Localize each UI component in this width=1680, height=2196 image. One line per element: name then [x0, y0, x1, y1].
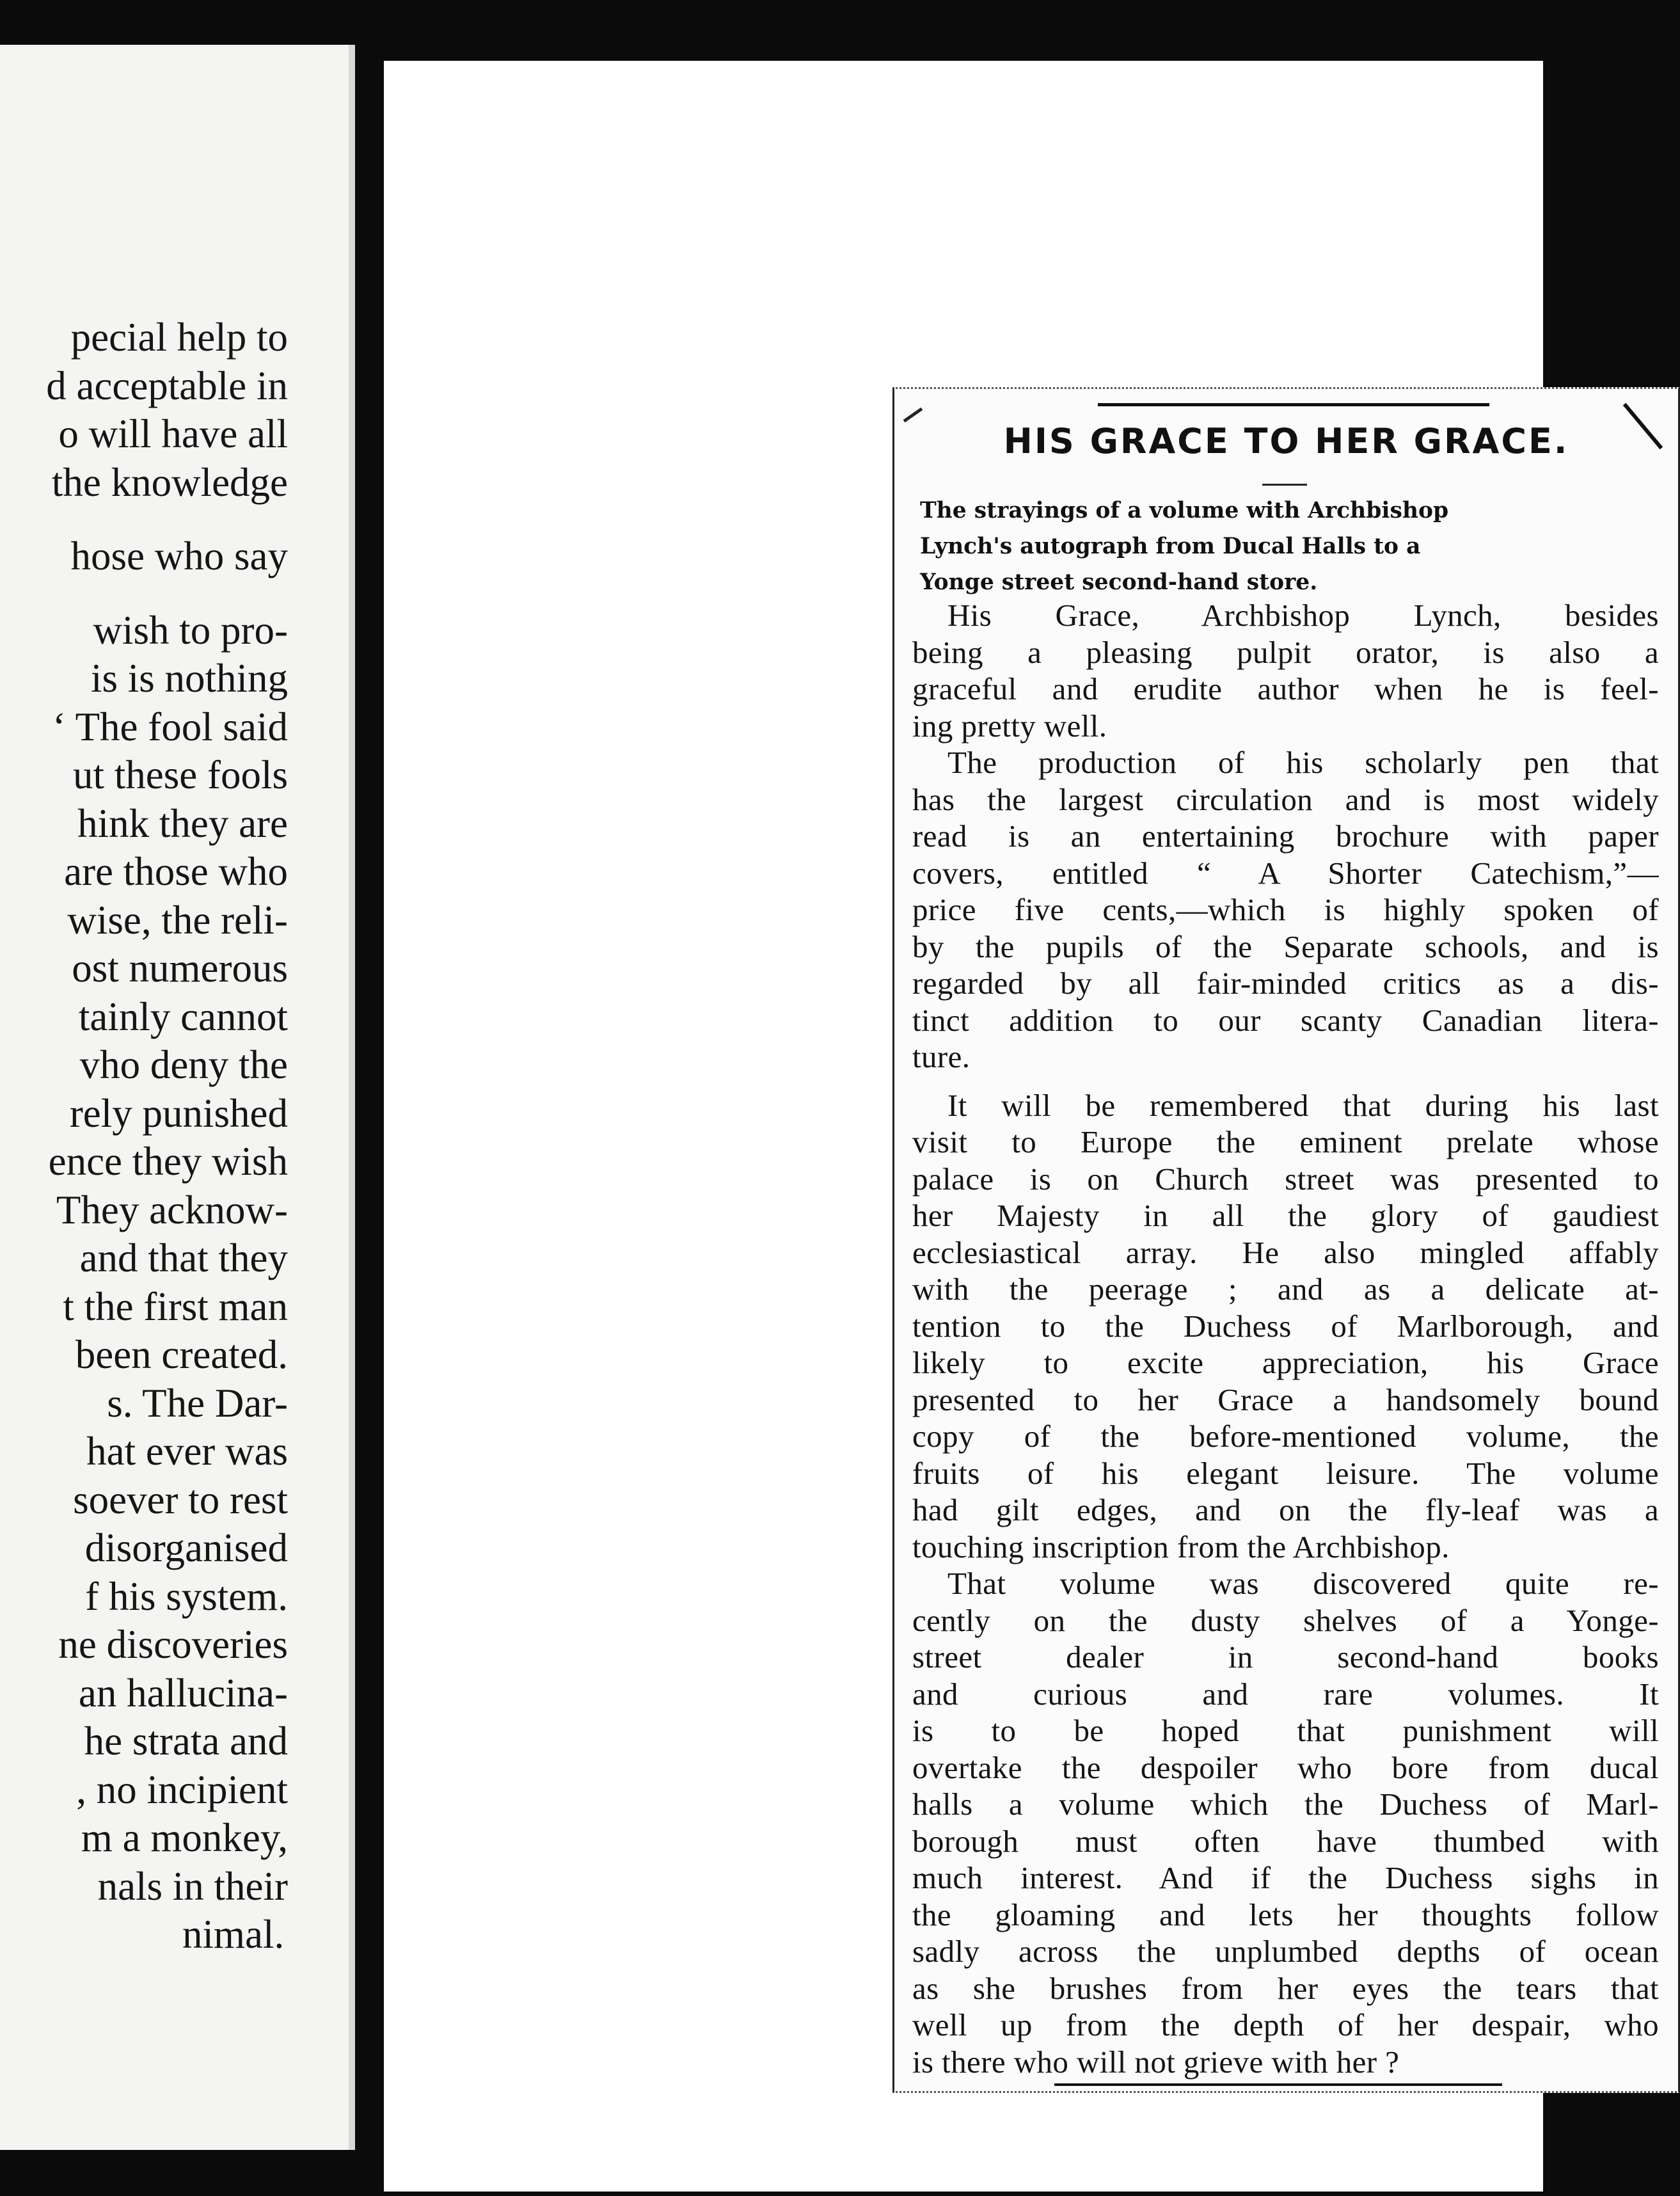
body-line: graceful and erudite author when he is feel- — [912, 671, 1659, 706]
left-line: rely punished — [69, 1090, 288, 1136]
body-line: and curious and rare volumes. It — [912, 1676, 1659, 1712]
left-gap — [0, 581, 288, 607]
right-scrapbook-page — [384, 61, 1659, 2192]
body-line: sadly across the unplumbed depths of ocean — [912, 1934, 1659, 1969]
body-line: the gloaming and lets her thoughts follow — [912, 1897, 1659, 1932]
left-line: tainly cannot — [78, 994, 288, 1039]
left-line: pecial help to — [70, 315, 288, 360]
left-line: ence they wish — [48, 1139, 288, 1184]
body-line: borough must often have thumbed with — [912, 1823, 1659, 1859]
left-line: soever to rest — [73, 1477, 288, 1522]
left-page-text — [0, 314, 288, 1959]
body-line: The production of his scholarly pen that — [947, 745, 1659, 780]
body-line: well up from the depth of her despair, who — [912, 2007, 1659, 2042]
bottom-rule — [1054, 2083, 1502, 2086]
deck-line: Yonge street second-hand store. — [920, 569, 1318, 595]
left-line: wish to pro- — [93, 607, 288, 653]
body-line: tinct addition to our scanty Canadian litera- — [912, 1002, 1659, 1038]
body-line: halls a volume which the Duchess of Marl- — [912, 1786, 1659, 1822]
left-line: nals in their — [97, 1863, 288, 1909]
left-line: hat ever was — [86, 1429, 288, 1474]
body-line: price five cents,—which is highly spoken of — [912, 892, 1659, 927]
left-line: ost numerous — [72, 946, 288, 991]
left-line: are those who — [64, 849, 288, 894]
body-line: touching inscription from the Archbishop. — [912, 1529, 1450, 1564]
deck-line: The strayings of a volume with Archbishop — [920, 498, 1449, 523]
body-line: His Grace, Archbishop Lynch, besides — [947, 598, 1659, 633]
body-line: ing pretty well. — [912, 708, 1107, 744]
newspaper-clipping — [892, 387, 1680, 2093]
body-line: ecclesiastical array. He also mingled affably — [912, 1234, 1659, 1270]
left-line: hose who say — [70, 534, 288, 578]
body-line: had gilt edges, and on the fly-leaf was a — [912, 1492, 1659, 1527]
top-rule — [1098, 403, 1489, 406]
left-line: f his system. — [85, 1573, 288, 1619]
body-line: her Majesty in all the glory of gaudiest — [912, 1198, 1659, 1233]
left-line: vho deny the — [79, 1042, 288, 1087]
left-line: m a monkey, — [81, 1815, 288, 1860]
left-line: d acceptable in — [46, 363, 288, 408]
left-line: ‘ The fool said — [52, 704, 288, 749]
body-text: read is an entertaining brochure with paper — [912, 818, 1659, 854]
body-line: overtake the despoiler who bore from ducal — [912, 1749, 1659, 1785]
left-line: They acknow- — [56, 1187, 288, 1232]
body-line: likely to excite appreciation, his Grace — [912, 1345, 1659, 1380]
body-line: palace is on Church street was presented to — [912, 1161, 1659, 1197]
left-line: hink they are — [77, 800, 288, 846]
left-gap — [0, 507, 288, 532]
body-line: That volume was discovered quite re- — [947, 1566, 1659, 1601]
body-line: regarded by all fair-minded critics as a dis- — [912, 966, 1659, 1001]
body-line-brochure — [912, 818, 1659, 855]
left-line: been created. — [75, 1332, 288, 1377]
body-line: covers, entitled “ A Shorter Catechism,”— — [912, 855, 1659, 891]
body-line: copy of the before-mentioned volume, the — [912, 1419, 1659, 1454]
body-line: being a pleasing pulpit orator, is also a — [912, 634, 1659, 670]
body-line: street dealer in second-hand books — [912, 1639, 1659, 1675]
left-line: the knowledge — [51, 459, 288, 505]
left-line: ne discoveries — [58, 1622, 288, 1667]
left-line: and that they — [79, 1236, 288, 1280]
body-line: fruits of his elegant leisure. The volume — [912, 1455, 1659, 1491]
headline-rule — [1262, 484, 1307, 486]
body-line: by the pupils of the Separate schools, and is — [912, 928, 1659, 964]
left-line: he strata and — [84, 1719, 288, 1763]
left-line: , no incipient — [76, 1767, 288, 1812]
body-line: presented to her Grace a handsomely bound — [912, 1381, 1659, 1417]
article-body — [912, 597, 1659, 2080]
left-line: s. The Dar- — [107, 1380, 288, 1426]
deck-line: Lynch's autograph from Ducal Halls to a — [920, 534, 1421, 559]
left-line: disorganised — [84, 1525, 288, 1570]
paragraph-gap — [912, 1076, 1659, 1087]
article-headline: HIS GRACE TO HER GRACE. — [1003, 421, 1569, 461]
left-line: o will have all — [58, 411, 288, 456]
left-line: is is nothing — [90, 656, 288, 701]
left-line: t the first man — [63, 1284, 288, 1329]
body-line: is to be hoped that punishment will — [912, 1713, 1659, 1748]
body-line: It will be remembered that during his last — [947, 1087, 1659, 1123]
left-line: an hallucina- — [78, 1670, 288, 1715]
body-line: cently on the dusty shelves of a Yonge- — [912, 1602, 1659, 1638]
body-line: much interest. And if the Duchess sighs in — [912, 1860, 1659, 1895]
body-line: has the largest circulation and is most widely — [912, 781, 1659, 817]
corner-mark-left — [903, 408, 923, 423]
left-line: nimal. — [182, 1912, 285, 1957]
article-deck — [920, 493, 1659, 600]
body-line: is there who will not grieve with her ? — [912, 2044, 1400, 2080]
body-line: visit to Europe the eminent prelate whose — [912, 1124, 1659, 1159]
left-line: ut these fools — [73, 752, 288, 797]
body-line: with the peerage ; and as a delicate at- — [912, 1271, 1659, 1307]
body-line: tention to the Duchess of Marlborough, and — [912, 1308, 1659, 1344]
left-book-page — [0, 45, 355, 2150]
body-line: ture. — [912, 1039, 971, 1074]
left-line: wise, the reli- — [67, 897, 288, 943]
body-line: as she brushes from her eyes the tears that — [912, 1970, 1659, 2006]
